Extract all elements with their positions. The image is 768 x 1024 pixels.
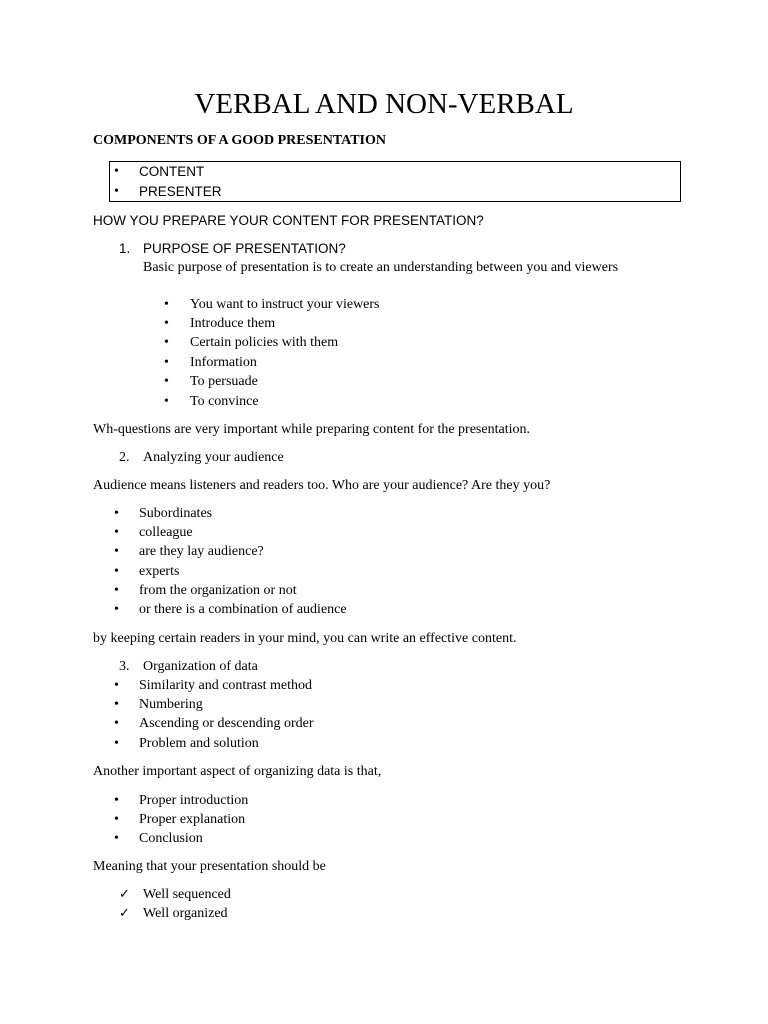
audience-paragraph: Audience means listeners and readers too. Who are your audience? Are they you?: [93, 478, 551, 493]
list-item: are they lay audience?: [139, 544, 264, 559]
bullet-icon: •: [164, 316, 169, 331]
list-number: 1.: [119, 241, 131, 256]
list-number: 3.: [119, 659, 130, 674]
list-item: Ascending or descending order: [139, 716, 314, 731]
list-item: Proper introduction: [139, 793, 249, 808]
components-heading: COMPONENTS OF A GOOD PRESENTATION: [93, 133, 386, 148]
bullet-icon: •: [114, 544, 119, 559]
list-item: experts: [139, 564, 180, 579]
component-item: PRESENTER: [139, 184, 222, 199]
list-item: Certain policies with them: [190, 335, 339, 350]
bullet-icon: •: [164, 394, 169, 409]
bullet-icon: •: [164, 335, 169, 350]
section-heading: Analyzing your audience: [143, 450, 284, 465]
bullet-icon: •: [114, 678, 119, 693]
bullet-icon: •: [114, 564, 119, 579]
wh-paragraph: Wh-questions are very important while preparing content for the presentation.: [93, 422, 530, 437]
list-item: Proper explanation: [139, 812, 246, 827]
list-number: 2.: [119, 450, 130, 465]
bullet-icon: •: [114, 602, 119, 617]
bullet-icon: •: [114, 812, 119, 827]
list-item: You want to instruct your viewers: [190, 297, 380, 312]
list-item: from the organization or not: [139, 583, 297, 598]
list-item: Well organized: [143, 906, 228, 921]
list-item: Numbering: [139, 697, 203, 712]
bullet-icon: •: [114, 716, 119, 731]
bullet-icon: •: [114, 583, 119, 598]
section-heading: PURPOSE OF PRESENTATION?: [143, 241, 346, 256]
bullet-icon: •: [114, 525, 119, 540]
prepare-question: HOW YOU PREPARE YOUR CONTENT FOR PRESENTATION?: [93, 213, 484, 228]
aspect-paragraph: Another important aspect of organizing data is that,: [93, 764, 382, 779]
list-item: Subordinates: [139, 506, 213, 521]
section-heading: Organization of data: [143, 659, 258, 674]
list-item: To convince: [190, 394, 259, 409]
list-item: Introduce them: [190, 316, 276, 331]
component-item: CONTENT: [139, 164, 205, 179]
checkmark-icon: ✓: [119, 906, 130, 921]
page-title: VERBAL AND NON-VERBAL: [194, 88, 574, 120]
list-item: Similarity and contrast method: [139, 678, 313, 693]
bullet-icon: •: [114, 506, 119, 521]
bullet-icon: •: [114, 793, 119, 808]
bullet-icon: •: [164, 297, 169, 312]
list-item: colleague: [139, 525, 193, 540]
list-item: Conclusion: [139, 831, 203, 846]
checkmark-icon: ✓: [119, 887, 130, 902]
bullet-icon: •: [114, 831, 119, 846]
closing-paragraph: by keeping certain readers in your mind, you can write an effective content.: [93, 631, 517, 646]
list-item: Well sequenced: [143, 887, 231, 902]
bullet-icon: •: [114, 736, 119, 751]
meaning-paragraph: Meaning that your presentation should be: [93, 859, 326, 874]
list-item: To persuade: [190, 374, 258, 389]
list-item: Problem and solution: [139, 736, 259, 751]
list-item: Information: [190, 355, 257, 370]
bullet-icon: •: [114, 697, 119, 712]
bullet-icon: •: [164, 374, 169, 389]
purpose-description: Basic purpose of presentation is to create an understanding between you and viewers: [143, 260, 619, 275]
bullet-icon: •: [114, 164, 119, 179]
bullet-icon: •: [164, 355, 169, 370]
bullet-icon: •: [114, 184, 119, 199]
list-item: or there is a combination of audience: [139, 602, 347, 617]
